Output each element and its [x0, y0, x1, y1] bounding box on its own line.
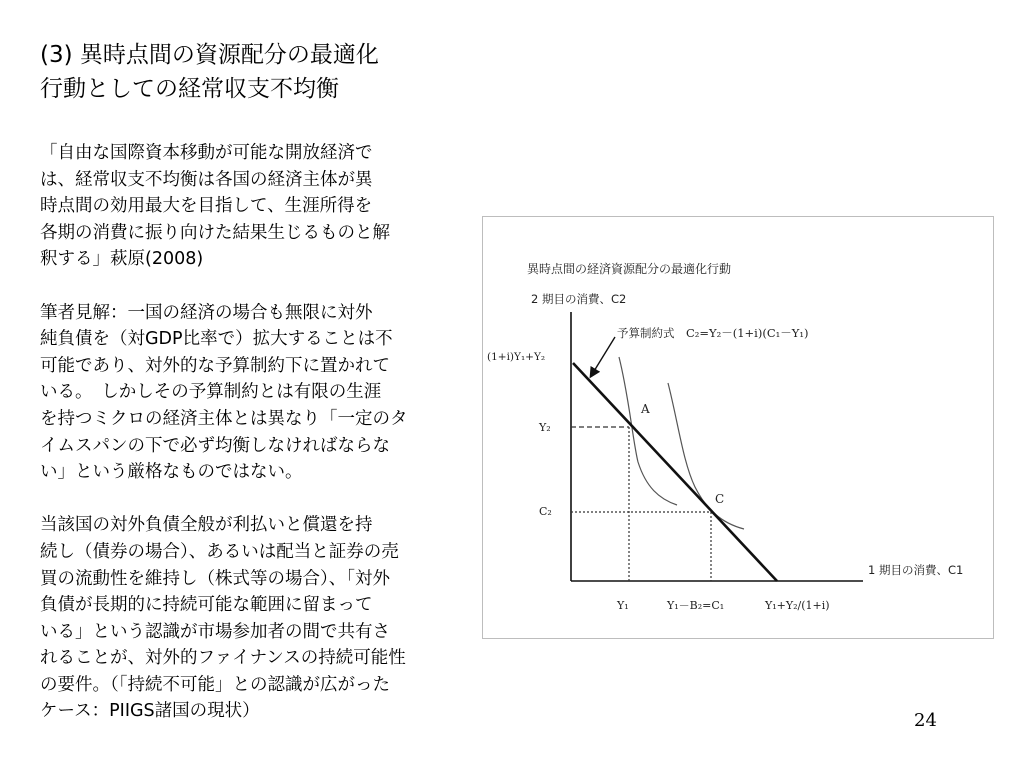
- x-tick-c1: Y₁－B₂=C₁: [667, 599, 725, 612]
- text-line: 当該国の対外負債全般が利払いと償還を持: [40, 515, 373, 536]
- budget-line: [573, 363, 777, 581]
- text-line: の要件。（「持続不可能」との認識が広がった: [40, 674, 390, 695]
- text-line: 純負債を（対GDP比率で）拡大することは不: [40, 329, 393, 350]
- x-tick-end: Y₁+Y₂/(1+i): [765, 599, 830, 612]
- paragraph-sustainability: [40, 512, 470, 725]
- y-tick-c2-label: C₂: [539, 505, 552, 518]
- y-tick-y2: Y₂: [539, 421, 551, 434]
- y-axis-label: 2 期目の消費、C2: [531, 292, 627, 306]
- title-line-1: (3) 異時点間の資源配分の最適化: [40, 42, 379, 68]
- text-line: を持つミクロの経済主体とは異なり「一定のタ: [40, 408, 408, 429]
- diagram-svg: [483, 217, 995, 640]
- text-line: いる」という認識が市場参加者の間で共有さ: [40, 621, 390, 642]
- y-tick-top: (1+i)Y₁+Y₂: [487, 351, 546, 363]
- text-line: ケース：PIIGS諸国の現状）: [40, 701, 260, 722]
- text-line: 可能であり、対外的な予算制約下に置かれて: [40, 355, 390, 376]
- x-tick-y1: Y₁: [617, 599, 629, 612]
- slide-body: [40, 140, 470, 752]
- x-axis-label: 1 期目の消費、C1: [868, 563, 964, 577]
- indifference-curve-c: [668, 383, 744, 529]
- point-c-label: C: [715, 492, 725, 506]
- point-a-label: A: [641, 402, 650, 416]
- text-line: イムスパンの下で必ず均衡しなければならな: [40, 435, 390, 456]
- text-line: 負債が長期的に持続可能な範囲に留まって: [40, 595, 373, 616]
- text-line: 釈する」萩原(2008): [40, 249, 204, 270]
- text-line: 各期の消費に振り向けた結果生じるものと解: [40, 222, 390, 243]
- diagram-title: 異時点間の経済資源配分の最適化行動: [527, 262, 732, 276]
- text-line: い」という厳格なものではない。: [40, 462, 303, 483]
- paragraph-quote: [40, 140, 470, 273]
- budget-label-arrow: [591, 337, 615, 376]
- text-line: 続し（債券の場合）、あるいは配当と証券の売: [40, 541, 399, 562]
- page-number: 24: [914, 710, 937, 731]
- text-line: 「自由な国際資本移動が可能な開放経済で: [40, 143, 373, 163]
- slide-title: [40, 38, 470, 106]
- text-line: 時点間の効用最大を目指して、生涯所得を: [40, 196, 373, 217]
- text-line: 筆者見解：一国の経済の場合も無限に対外: [40, 302, 373, 323]
- text-line: れることが、対外的ファイナンスの持続可能性: [40, 648, 406, 669]
- optimization-diagram: [482, 216, 994, 639]
- text-line: は、経常収支不均衡は各国の経済主体が異: [40, 169, 373, 190]
- budget-constraint-label: 予算制約式 C₂=Y₂－(1+i)(C₁－Y₁): [617, 326, 809, 340]
- text-line: いる。 しかしその予算制約とは有限の生涯: [40, 382, 382, 403]
- indifference-curve-a: [619, 357, 677, 505]
- text-line: 買の流動性を維持し（株式等の場合）、「対外: [40, 568, 390, 589]
- title-line-2: 行動としての経常収支不均衡: [40, 76, 339, 102]
- paragraph-author-view: [40, 300, 470, 486]
